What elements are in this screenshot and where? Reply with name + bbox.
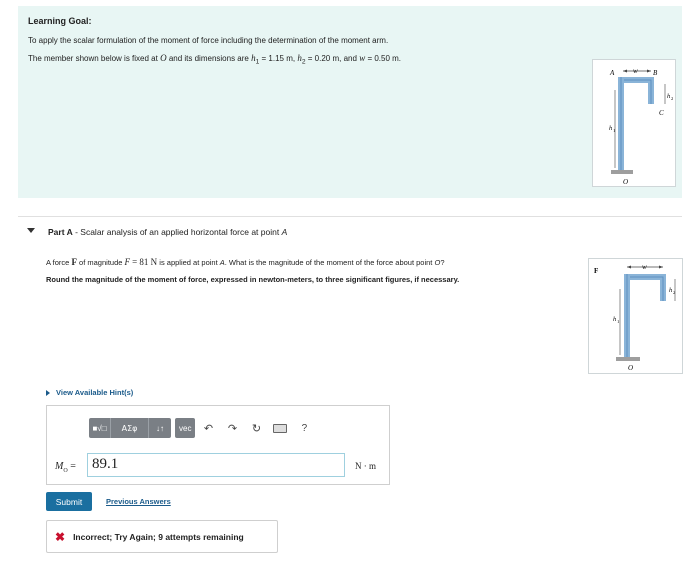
greek-symbols-button[interactable]: ΑΣφ (111, 418, 149, 438)
feedback-text: Incorrect; Try Again; 9 attempts remaining (73, 531, 244, 542)
vector-button[interactable]: vec (175, 418, 195, 438)
point-o-label-2: O (628, 364, 634, 372)
point-b-label: B (653, 69, 658, 77)
help-icon[interactable]: ? (301, 422, 308, 434)
force-figure (588, 258, 683, 374)
collapse-caret-icon[interactable] (27, 228, 35, 233)
w-label: w (633, 67, 638, 75)
expand-caret-icon (46, 390, 50, 396)
moment-label: $M_O$ = (55, 461, 76, 474)
member-figure (592, 59, 676, 187)
point-c-label: C (659, 109, 664, 117)
answer-panel (46, 405, 390, 485)
svg-text:2: 2 (673, 290, 676, 295)
part-a-title: Part A - Scalar analysis of an applied horizontal force at point A (48, 227, 288, 237)
keyboard-shape (273, 424, 287, 433)
sub-superscript-button[interactable]: ↓↑ (156, 423, 164, 433)
template-group (89, 418, 171, 438)
feedback-box (46, 520, 278, 553)
force-diagram (589, 259, 684, 375)
redo-icon[interactable]: ↷ (227, 422, 238, 435)
question-text: A force F of magnitude F = 81 N is applied at point A. What is the magnitude of the moment of the force about point O? (46, 257, 445, 267)
point-a-label: A (610, 69, 615, 77)
keyboard-icon[interactable] (269, 418, 291, 438)
submit-button[interactable]: Submit (46, 492, 92, 511)
learning-goal-text: To apply the scalar formulation of the moment of force including the determination of the moment arm. (28, 36, 389, 45)
reset-icon[interactable]: ↻ (251, 422, 262, 435)
part-a-header[interactable] (18, 217, 682, 247)
h1-label-2: h (613, 316, 617, 323)
svg-text:1: 1 (613, 128, 616, 133)
templates-button[interactable]: ■√□ (89, 418, 111, 438)
moment-answer-input[interactable]: 89.1 (87, 453, 345, 477)
point-o-label: O (623, 178, 629, 186)
svg-text:2: 2 (671, 96, 674, 101)
rounding-instruction: Round the magnitude of the moment of force, expressed in newton-meters, to three significant figures, if necessary. (46, 275, 460, 284)
svg-text:1: 1 (617, 319, 620, 324)
h2-label: h (667, 93, 671, 100)
h1-label: h (609, 125, 613, 132)
force-f-label: F (594, 267, 599, 275)
previous-answers-link[interactable]: Previous Answers (106, 497, 171, 506)
learning-goal-panel (18, 6, 682, 198)
incorrect-icon: ✖ (55, 529, 66, 544)
member-diagram (593, 60, 677, 188)
h2-label-2: h (669, 287, 673, 294)
undo-icon[interactable]: ↶ (203, 422, 214, 435)
unit-label: N · m (355, 461, 376, 471)
view-hints-link[interactable]: View Available Hint(s) (46, 388, 133, 397)
w-label-2: w (642, 263, 647, 271)
math-toolbar (89, 417, 315, 439)
member-dimensions-text: The member shown below is fixed at O and its dimensions are $h_1 = 1.15$ m, $h_2 = 0.20$ m, and w = 0.50 m. (28, 53, 402, 66)
learning-goal-title: Learning Goal: (28, 16, 92, 26)
